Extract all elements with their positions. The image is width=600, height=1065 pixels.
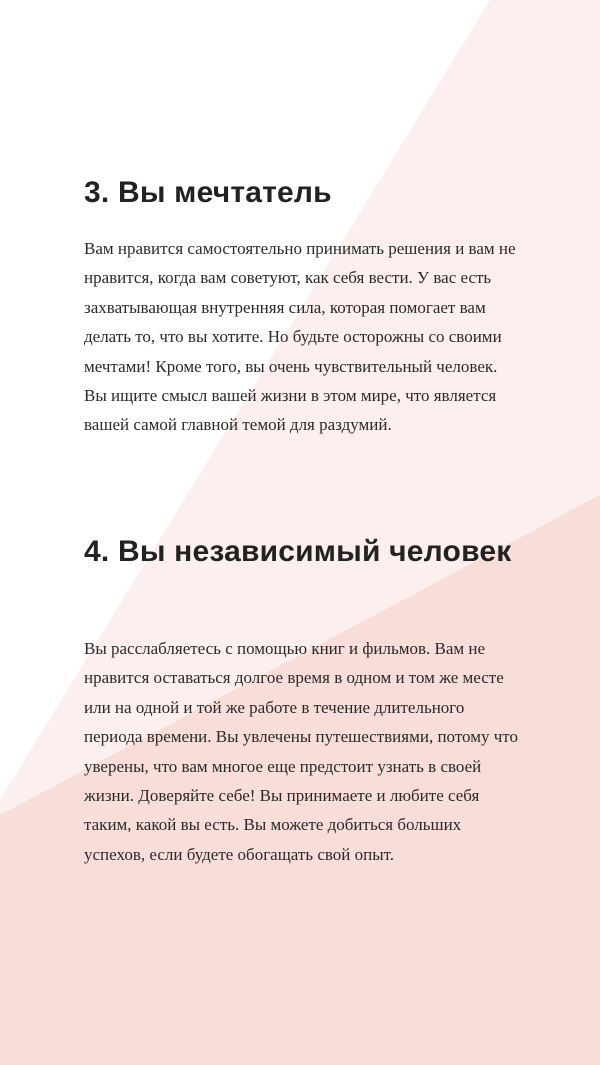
section-3-text: Вам нравится самостоятельно принимать решения и вам не нравится, когда вам советуют, как себя вести. У вас есть захватывающая внутренняя сила, которая помогает вам делать то, что вы хотите. Но будьте осторожны со своими мечтами! Кроме того, вы очень чувствительный человек. Вы ищите смысл вашей жизни в этом мире, что является вашей самой главной темой для раздумий. [84, 239, 516, 435]
section-4-title: 4. Вы независимый человек [84, 535, 512, 568]
section-4-text: Вы расслабляетесь с помощью книг и фильмов. Вам не нравится оставаться долгое время в одном и том же месте или на одной и той же работе в течение длительного периода времени. Вы увлечены путешествиями, потому что уверены, что вам многое еще предстоит узнать в своей жизни. Доверяйте себе! Вы принимаете и любите себя таким, какой вы есть. Вы можете добиться больших успехов, если будете обогащать свой опыт. [84, 639, 518, 864]
section-3-title: 3. Вы мечтатель [84, 176, 332, 209]
